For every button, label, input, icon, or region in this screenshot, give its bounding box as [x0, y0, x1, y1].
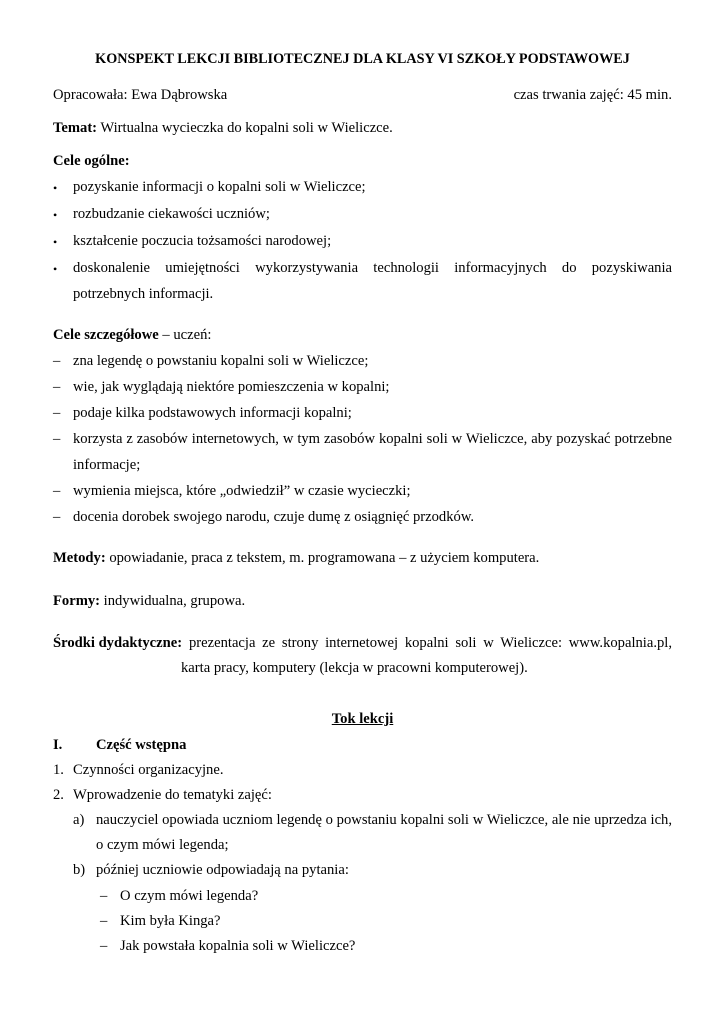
bullet-marker: •: [53, 235, 58, 249]
aids-text: prezentacja ze strony internetowej kopalni soli w Wieliczce: www.kopalnia.pl,: [189, 635, 672, 651]
specific-goal-item: docenia dorobek swojego narodu, czuje dumę z osiągnięć przodków.: [73, 509, 475, 525]
dash-marker: –: [53, 483, 61, 499]
substep-letter: b): [73, 862, 86, 878]
substep-letter: a): [73, 812, 85, 828]
general-goal-item: pozyskanie informacji o kopalni soli w Wieliczce;: [73, 179, 366, 195]
general-goal-item-continuation: potrzebnych informacji.: [73, 286, 214, 302]
methods-label: Metody:: [53, 550, 106, 566]
question-item: Jak powstała kopalnia soli w Wieliczce?: [120, 938, 356, 954]
dash-marker: –: [100, 888, 108, 904]
substep-text: później uczniowie odpowiadają na pytania:: [96, 862, 349, 878]
bullet-marker: •: [53, 181, 58, 195]
document-title: KONSPEKT LEKCJI BIBLIOTECZNEJ DLA KLASY VI SZKOŁY PODSTAWOWEJ: [95, 51, 630, 67]
course-heading: Tok lekcji: [331, 711, 394, 727]
dash-marker: –: [53, 405, 61, 421]
forms-line: [53, 592, 245, 610]
topic-text: Wirtualna wycieczka do kopalni soli w Wieliczce.: [97, 120, 393, 136]
specific-goal-item: wymienia miejsca, które „odwiedził” w czasie wycieczki;: [73, 483, 411, 499]
substep-text-continuation: o czym mówi legenda;: [96, 837, 229, 853]
step-number: 2.: [53, 787, 64, 803]
general-goals-heading: Cele ogólne:: [53, 153, 130, 169]
step-text: Czynności organizacyjne.: [73, 762, 224, 778]
bullet-marker: •: [53, 208, 58, 222]
specific-goals-heading: [53, 326, 211, 344]
general-goal-item: doskonalenie umiejętności wykorzystywania technologii informacyjnych do pozyskiwania: [73, 260, 672, 276]
question-item: Kim była Kinga?: [120, 913, 221, 929]
duration-line: czas trwania zajęć: 45 min.: [513, 87, 672, 103]
dash-marker: –: [53, 509, 61, 525]
question-item: O czym mówi legenda?: [120, 888, 259, 904]
substep-text: nauczyciel opowiada uczniom legendę o powstaniu kopalni soli w Wieliczce, ale nie uprzedza ich,: [96, 812, 672, 828]
specific-goal-item: zna legendę o powstaniu kopalni soli w Wieliczce;: [73, 353, 369, 369]
specific-goals-label: Cele szczegółowe: [53, 327, 159, 343]
specific-goals-suffix: – uczeń:: [158, 327, 212, 343]
specific-goal-item: podaje kilka podstawowych informacji kopalni;: [73, 405, 352, 421]
author-line: Opracowała: Ewa Dąbrowska: [53, 87, 228, 103]
dash-marker: –: [53, 379, 61, 395]
specific-goal-item-continuation: informacje;: [73, 457, 141, 473]
general-goal-item: rozbudzanie ciekawości uczniów;: [73, 206, 270, 222]
aids-text-continuation: karta pracy, komputery (lekcja w pracowni komputerowej).: [181, 660, 528, 676]
specific-goal-item: korzysta z zasobów internetowych, w tym zasobów kopalni soli w Wieliczce, aby pozyskać potrzebne: [73, 431, 672, 447]
bullet-marker: •: [53, 262, 58, 276]
dash-marker: –: [100, 913, 108, 929]
methods-line: [53, 549, 539, 567]
section-title: Część wstępna: [96, 737, 187, 753]
aids-label: Środki dydaktyczne:: [53, 635, 183, 651]
general-goal-item: kształcenie poczucia tożsamości narodowej;: [73, 233, 332, 249]
step-number: 1.: [53, 762, 64, 778]
forms-text: indywidualna, grupowa.: [100, 593, 246, 609]
methods-text: opowiadanie, praca z tekstem, m. programowana – z użyciem komputera.: [105, 550, 540, 566]
topic-line: [53, 119, 393, 137]
section-number: I.: [53, 737, 63, 753]
dash-marker: –: [53, 431, 61, 447]
forms-label: Formy:: [53, 593, 101, 609]
topic-label: Temat:: [53, 120, 98, 136]
dash-marker: –: [53, 353, 61, 369]
step-text: Wprowadzenie do tematyki zajęć:: [73, 787, 272, 803]
dash-marker: –: [100, 938, 108, 954]
specific-goal-item: wie, jak wyglądają niektóre pomieszczenia w kopalni;: [73, 379, 390, 395]
